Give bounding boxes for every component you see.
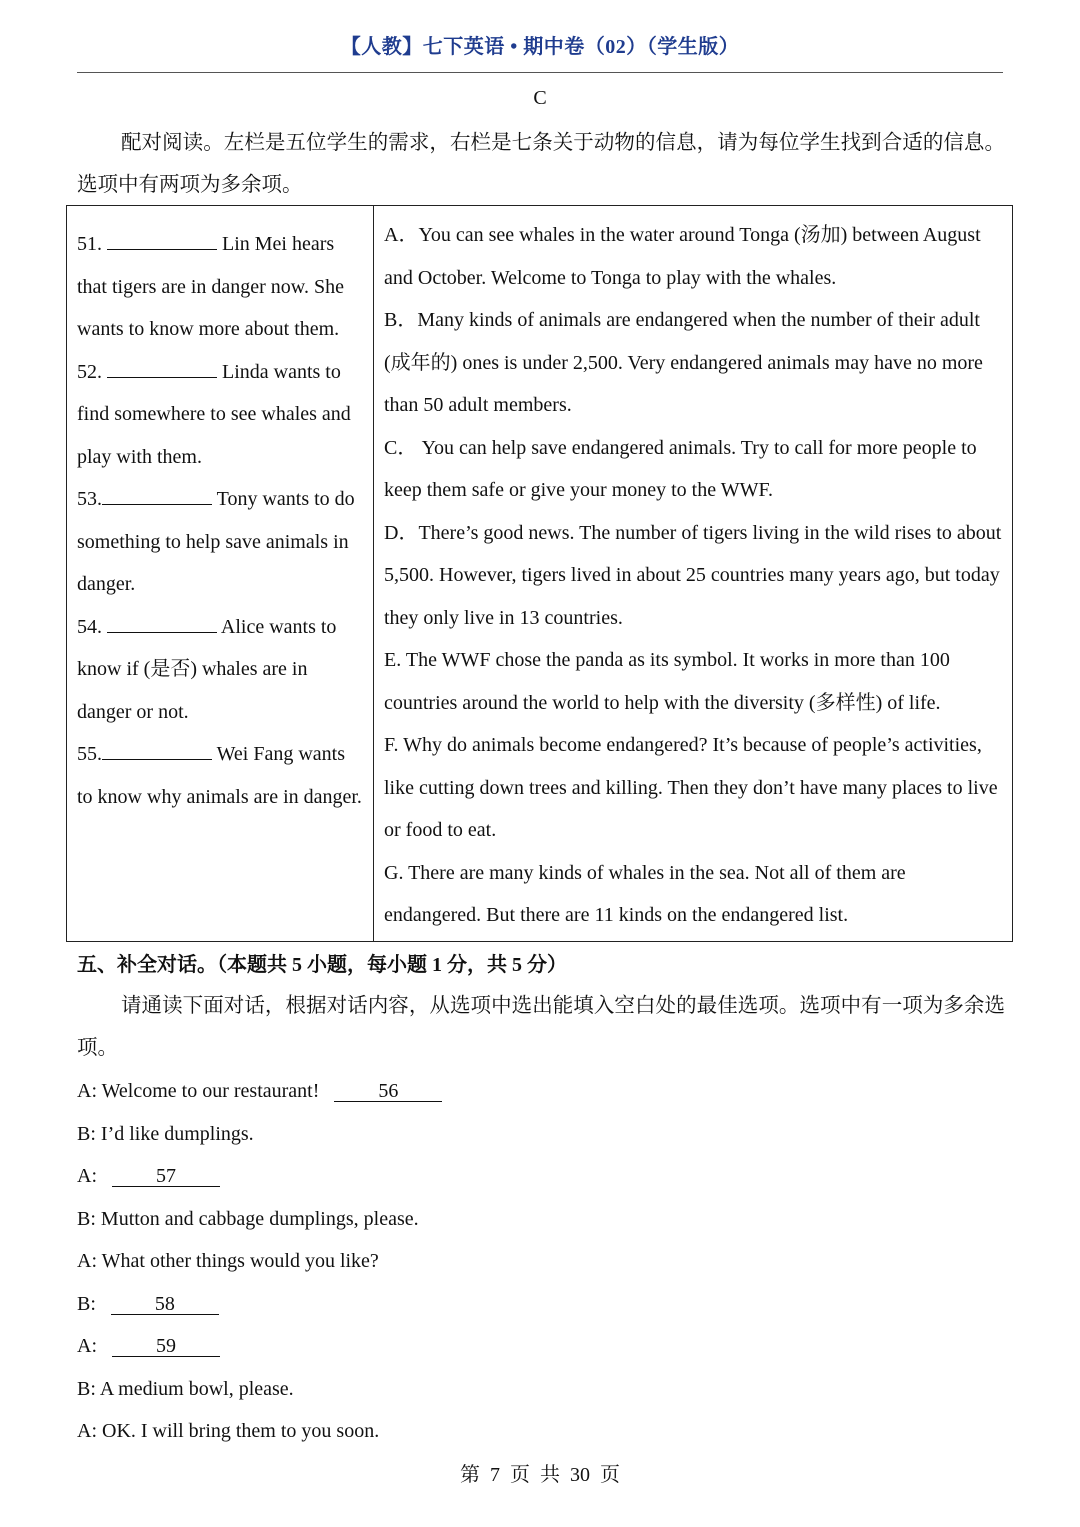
question-54: 54. Alice wants to know if (是否) whales are in danger or not. <box>77 606 365 734</box>
dialogue-line: A: Welcome to our restaurant! 56 <box>77 1070 442 1113</box>
part5-title: 五、补全对话。（本题共 5 小题，每小题 1 分，共 5 分） <box>77 954 567 976</box>
answer-blank-53[interactable] <box>102 484 212 505</box>
needs-column <box>67 206 374 942</box>
matching-table <box>66 205 1013 942</box>
question-51: 51. Lin Mei hears that tigers are in danger now. She wants to know more about them. <box>77 223 365 351</box>
option-e: E. The WWF chose the panda as its symbol. It works in more than 100 countries around the world to help with the diversity (多样性) of life. <box>384 649 950 714</box>
page-footer: 第 7 页 共 30 页 <box>460 1464 620 1486</box>
dialogue-line: A: What other things would you like? <box>77 1250 379 1272</box>
dialogue-line: A: OK. I will bring them to you soon. <box>77 1420 380 1442</box>
option-a: A．You can see whales in the water around Tonga (汤加) between August and October. Welcome to Tonga to play with the whales. <box>384 224 981 289</box>
question-53: 53. Tony wants to do something to help save animals in danger. <box>77 478 365 606</box>
dialogue-line: B: A medium bowl, please. <box>77 1377 294 1400</box>
option-d: D．There’s good news. The number of tigers living in the wild rises to about 5,500. However, tigers lived in about 25 countries many years ago, but today they only live in 13 countries. <box>384 521 1002 629</box>
option-c: C． You can help save endangered animals. Try to call for more people to keep them safe or give your money to the WWF. <box>384 436 977 501</box>
dialogue-line: B: 58 <box>77 1283 442 1326</box>
answer-blank-51[interactable] <box>107 229 217 250</box>
dialogue <box>77 1070 442 1453</box>
section-letter: C <box>533 87 547 109</box>
dialogue-line: B: I’d like dumplings. <box>77 1122 254 1145</box>
dialogue-line: A: 57 <box>77 1155 442 1198</box>
dialogue-blank-58[interactable]: 58 <box>111 1294 219 1315</box>
question-52: 52. Linda wants to find somewhere to see whales and play with them. <box>77 351 365 479</box>
dialogue-line: B: Mutton and cabbage dumplings, please. <box>77 1207 419 1230</box>
dialogue-blank-59[interactable]: 59 <box>112 1336 220 1357</box>
option-f: F. Why do animals become endangered? It’s because of people’s activities, like cutting down trees and killing. Then they don’t have many places to live or food to eat. <box>384 734 998 841</box>
matching-intro: 配对阅读。左栏是五位学生的需求，右栏是七条关于动物的信息，请为每位学生找到合适的信息。选项中有两项为多余项。 <box>77 132 1005 196</box>
option-b: B．Many kinds of animals are endangered when the number of their adult (成年的) ones is under 2,500. Very endangered animals may have no more than 50 adult members. <box>384 309 983 416</box>
info-column <box>374 206 1013 942</box>
option-g: G. There are many kinds of whales in the sea. Not all of them are endangered. But there are 11 kinds on the endangered list. <box>384 861 906 926</box>
question-55: 55. Wei Fang wants to know why animals are in danger. <box>77 733 365 818</box>
answer-blank-52[interactable] <box>107 357 217 378</box>
dialogue-blank-56[interactable]: 56 <box>334 1081 442 1102</box>
answer-blank-54[interactable] <box>107 612 217 633</box>
header-divider <box>77 72 1003 73</box>
part5-instruction: 请通读下面对话，根据对话内容，从选项中选出能填入空白处的最佳选项。选项中有一项为多余选项。 <box>77 995 1005 1059</box>
page-header-title: 【人教】七下英语 • 期中卷（02）（学生版） <box>340 36 740 58</box>
dialogue-line: A: 59 <box>77 1325 442 1368</box>
answer-blank-55[interactable] <box>102 739 212 760</box>
dialogue-blank-57[interactable]: 57 <box>112 1166 220 1187</box>
